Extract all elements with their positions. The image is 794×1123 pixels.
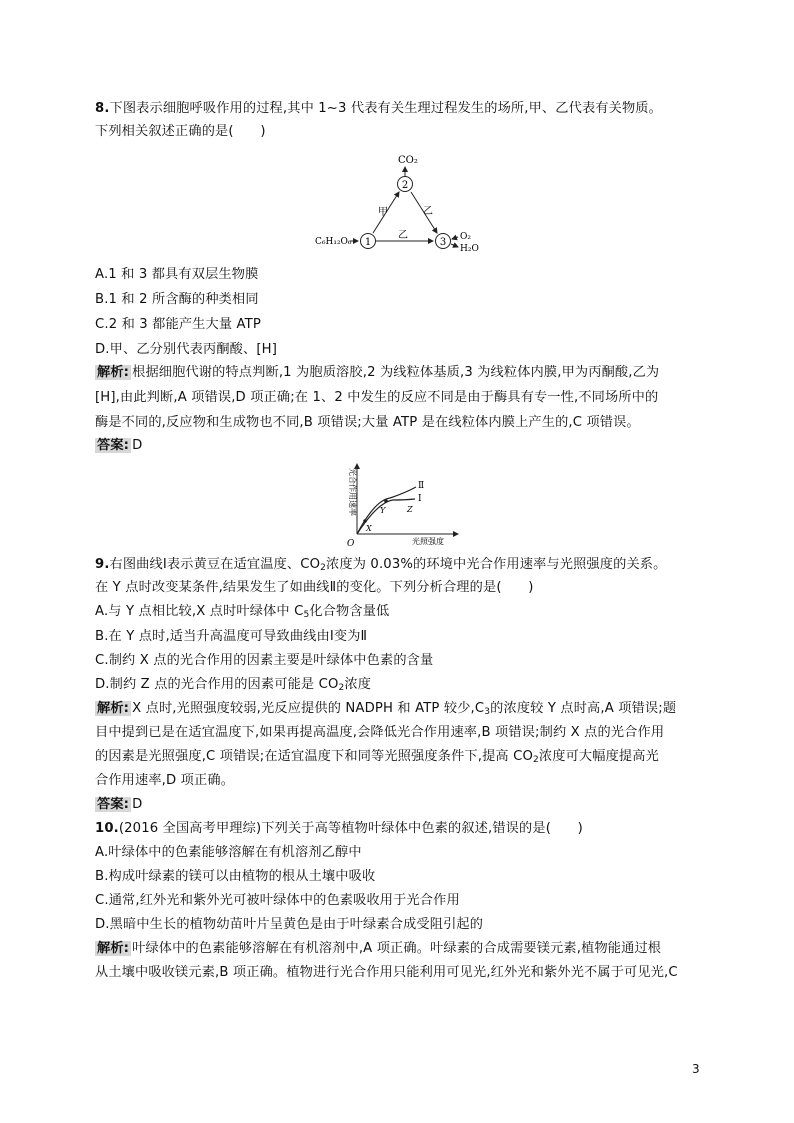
q9-option-c: C.制约 X 点的光合作用的因素主要是叶绿体中色素的含量 bbox=[95, 653, 434, 668]
x-axis-label: 光照强度 bbox=[412, 537, 444, 546]
q9-option-b: B.在 Y 点时,适当升高温度可导致曲线由Ⅰ变为Ⅱ bbox=[95, 629, 368, 644]
q8-analysis-line3: 酶是不同的,反应物和生成物也不同,B 项错误;大量 ATP 是在线粒体内膜上产生的,C 项错误。 bbox=[95, 415, 640, 430]
curve-2-label: Ⅱ bbox=[418, 481, 425, 491]
node-2-label: 2 bbox=[401, 180, 409, 191]
yi-side-label: 乙 bbox=[423, 206, 433, 217]
jia-label: 甲 bbox=[378, 207, 388, 218]
q10-analysis-line1: 解析: 叶绿体中的色素能够溶解在有机溶剂中,A 项正确。叶绿素的合成需要镁元素,植物能通过根 bbox=[97, 941, 662, 956]
q8-stem-text: 下图表示细胞呼吸作用的过程,其中 1~3 代表有关生理过程发生的场所,甲、乙代表有关物质。 bbox=[109, 101, 662, 116]
q9-analysis-line3: 的因素是光照强度,C 项错误;在适宜温度下和同等光照强度条件下,提高 $CO_2$浓度可大幅度提高光 bbox=[95, 749, 659, 765]
yi-bottom-label: 乙 bbox=[398, 230, 408, 241]
analysis-label: 解析: bbox=[97, 941, 130, 956]
answer-value: D bbox=[132, 438, 143, 453]
q10-option-a: A.叶绿体中的色素能够溶解在有机溶剂乙醇中 bbox=[95, 845, 362, 860]
q9-answer bbox=[95, 796, 142, 814]
page-number: 3 bbox=[692, 1062, 700, 1076]
node-1-label: 1 bbox=[364, 237, 372, 248]
y-axis-label: 光合作用速率 bbox=[348, 468, 357, 516]
q9-stem-line1: 9.右图曲线Ⅰ表示黄豆在适宜温度、$CO_2$浓度为 0.03%的环境中光合作用速率与光照强度的关系。 bbox=[95, 557, 667, 573]
q8-analysis-line1: 解析: 根据细胞代谢的特点判断,1 为胞质溶胶,2 为线粒体基质,3 为线粒体内膜,甲为丙酮酸,乙为 bbox=[97, 365, 660, 380]
q8-option-a: A.1 和 3 都具有双层生物膜 bbox=[95, 267, 259, 282]
node-3-label: 3 bbox=[439, 237, 447, 248]
arrow-3-to-h2o bbox=[451, 244, 458, 247]
point-x-label: X bbox=[366, 524, 372, 533]
h2o-label: H₂O bbox=[460, 244, 479, 254]
o2-label: O₂ bbox=[460, 232, 471, 242]
q10-stem: 10.(2016 全国高考甲理综)下列关于高等植物叶绿体中色素的叙述,错误的是( ) bbox=[95, 821, 583, 836]
q9-analysis-line1: 解析: X 点时,光照强度较弱,光反应提供的 NADPH 和 ATP 较少$,C_3$的浓度较 Y 点时高,A 项错误;题 bbox=[97, 701, 677, 717]
q8-stem-line2: 下列相关叙述正确的是( ) bbox=[95, 124, 266, 139]
q9-option-d: D.制约 Z 点的光合作用的因素可能是 $CO_2$浓度 bbox=[95, 677, 372, 693]
answer-label: 答案: bbox=[97, 438, 130, 453]
origin-label: O bbox=[347, 539, 355, 549]
answer-value: D bbox=[132, 797, 143, 812]
q9-option-a: A.与 Y 点相比较,X 点时叶绿体中 $C_5$化合物含量低 bbox=[95, 604, 390, 620]
q8-stem-line1 bbox=[95, 100, 662, 118]
analysis-label: 解析: bbox=[97, 365, 130, 380]
point-y bbox=[384, 499, 388, 503]
photosynthesis-graph bbox=[0, 460, 794, 550]
q8-answer bbox=[95, 437, 142, 455]
analysis-label: 解析: bbox=[97, 701, 130, 716]
point-x bbox=[363, 519, 367, 523]
q8-analysis-line2: [H],由此判断,A 项错误,D 项正确;在 1、2 中发生的反应不同是由于酶具有专一性,不同场所中的 bbox=[95, 390, 659, 405]
arrow-o2-to-3 bbox=[452, 237, 458, 239]
q10-option-b: B.构成叶绿素的镁可以由植物的根从土壤中吸收 bbox=[95, 869, 376, 884]
answer-label: 答案: bbox=[97, 797, 130, 812]
q10-option-d: D.黑暗中生长的植物幼苗叶片呈黄色是由于叶绿素合成受阻引起的 bbox=[95, 917, 484, 932]
q10-analysis-line2: 从土壤中吸收镁元素,B 项正确。植物进行光合作用只能利用可见光,红外光和紫外光不属于可见光,C bbox=[95, 965, 678, 980]
point-z-label: Z bbox=[407, 505, 413, 514]
q8-number: 8. bbox=[95, 101, 110, 116]
q8-option-c: C.2 和 3 都能产生大量 ATP bbox=[95, 317, 261, 332]
q9-analysis-line2: 目中提到已是在适宜温度下,如果再提高温度,会降低光合作用速率,B 项错误;制约 X 点的光合作用 bbox=[95, 725, 665, 740]
q9-stem-line2: 在 Y 点时改变某条件,结果发生了如曲线Ⅱ的变化。下列分析合理的是( ) bbox=[95, 580, 534, 595]
curve-1-label: Ⅰ bbox=[418, 494, 422, 504]
q9-number: 9. bbox=[95, 557, 110, 572]
q10-option-c: C.通常,红外光和紫外光可被叶绿体中的色素吸收用于光合作用 bbox=[95, 893, 460, 908]
glucose-label: C₆H₁₂O₆ bbox=[315, 237, 352, 247]
q8-option-d: D.甲、乙分别代表丙酮酸、[H] bbox=[95, 342, 278, 357]
q9-analysis-line4: 合作用速率,D 项正确。 bbox=[95, 773, 235, 788]
respiration-diagram bbox=[0, 148, 794, 268]
q10-number: 10. bbox=[95, 821, 119, 836]
point-y-label: Y bbox=[380, 506, 386, 515]
q8-option-b: B.1 和 2 所含酶的种类相同 bbox=[95, 292, 259, 307]
co2-label: CO₂ bbox=[398, 155, 418, 166]
